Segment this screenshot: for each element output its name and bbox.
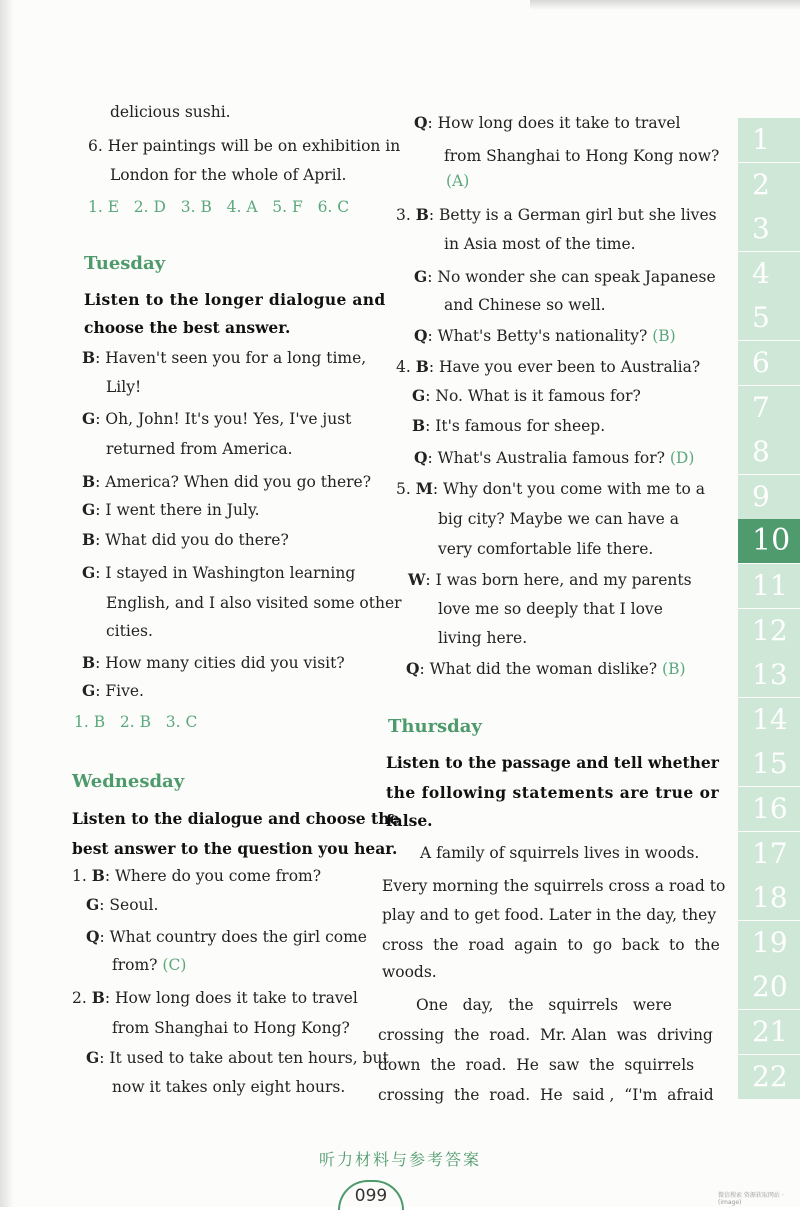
- passage-line: play and to get food. Later in the day, they: [382, 906, 717, 924]
- line-text: Lily!: [106, 378, 142, 396]
- dialogue-line: [112, 950, 186, 980]
- scan-note: 微信搜索 资源获取网站 · (image): [718, 1192, 784, 1206]
- passage-line: A family of squirrels lives in woods.: [420, 844, 700, 862]
- chapter-tab-16[interactable]: 16: [738, 787, 800, 831]
- speaker-label: B: [91, 988, 105, 1007]
- line-text: returned from America.: [106, 440, 293, 458]
- speaker-label: B: [82, 472, 96, 491]
- page-shadow-top: [530, 0, 800, 10]
- dialogue-line: [82, 676, 144, 706]
- line-text: : What did the woman dislike?: [419, 660, 663, 678]
- speaker-label: B: [412, 416, 426, 435]
- passage-line: One day, the squirrels were: [416, 996, 672, 1014]
- chapter-tab-11[interactable]: 11: [738, 564, 800, 608]
- dialogue-line: [72, 983, 358, 1013]
- dialogue-line: [72, 861, 321, 891]
- line-text: : How long does it take to travel: [104, 989, 358, 1007]
- speaker-label: G: [412, 386, 426, 405]
- page-number: 099: [338, 1180, 404, 1210]
- chapter-tab-2[interactable]: 2: [738, 163, 800, 207]
- chapter-tab-1[interactable]: 1: [738, 118, 800, 162]
- speaker-label: G: [82, 681, 96, 700]
- footer-title: 听力材料与参考答案: [318, 1150, 481, 1169]
- chapter-tab-15[interactable]: 15: [738, 742, 800, 786]
- chapter-tab-3[interactable]: 3: [738, 207, 800, 251]
- section-heading-wednesday: Wednesday: [72, 771, 185, 792]
- chapter-tab-9[interactable]: 9: [738, 475, 800, 519]
- chapter-tab-7[interactable]: 7: [738, 386, 800, 430]
- dialogue-line: [106, 434, 293, 464]
- chapter-tab-14[interactable]: 14: [738, 698, 800, 742]
- chapter-tab-13[interactable]: 13: [738, 653, 800, 697]
- instruction: choose the best answer.: [84, 318, 291, 337]
- dialogue-line: [106, 616, 153, 646]
- dialogue-line: [112, 1013, 350, 1043]
- dialogue-line: [444, 141, 719, 171]
- speaker-label: B: [415, 357, 429, 376]
- speaker-label: B: [91, 866, 105, 885]
- dialogue-line: [438, 623, 527, 653]
- chapter-tab-10[interactable]: 10: [738, 519, 800, 563]
- line-text: : What did you do there?: [95, 531, 289, 549]
- line-text: : No wonder she can speak Japanese: [427, 268, 716, 286]
- line-text: : What country does the girl come: [99, 928, 367, 946]
- line-text: : I was born here, and my parents: [425, 571, 692, 589]
- dialogue-line: [444, 290, 606, 320]
- dialogue-line: [444, 229, 636, 259]
- speaker-label: Q: [414, 326, 428, 345]
- text-line: London for the whole of April.: [110, 166, 347, 184]
- dialogue-line: [112, 1072, 345, 1102]
- line-text: and Chinese so well.: [444, 296, 606, 314]
- text-line: delicious sushi.: [110, 103, 231, 121]
- speaker-label: B: [82, 530, 96, 549]
- chapter-tab-17[interactable]: 17: [738, 832, 800, 876]
- section-heading-tuesday: Tuesday: [84, 253, 166, 274]
- dialogue-line: [82, 558, 355, 588]
- dialogue-line: [396, 474, 705, 504]
- line-text: from Shanghai to Hong Kong now?: [444, 147, 720, 165]
- chapter-tab-22[interactable]: 22: [738, 1055, 800, 1099]
- dialogue-line: [106, 372, 141, 402]
- line-text: : Seoul.: [99, 896, 159, 914]
- section-heading-thursday: Thursday: [388, 716, 482, 737]
- line-text: : Haven't seen you for a long time,: [95, 349, 367, 367]
- dialogue-line: [438, 534, 653, 564]
- chapter-tab-6[interactable]: 6: [738, 341, 800, 385]
- speaker-label: G: [82, 563, 96, 582]
- line-text: : America? When did you go there?: [95, 473, 372, 491]
- dialogue-line: [414, 108, 680, 138]
- line-text: : What's Australia famous for?: [427, 449, 670, 467]
- speaker-label: B: [82, 653, 96, 672]
- line-text: : Why don't you come with me to a: [432, 480, 705, 498]
- speaker-label: G: [86, 895, 100, 914]
- chapter-tab-21[interactable]: 21: [738, 1010, 800, 1054]
- line-text: : How many cities did you visit?: [95, 654, 345, 672]
- dialogue-line: [82, 343, 366, 373]
- answer: (B): [652, 327, 676, 345]
- instruction: the following statements are true or: [386, 783, 720, 802]
- instruction: Listen to the longer dialogue and: [84, 290, 386, 309]
- answer: (B): [662, 660, 686, 678]
- line-text: : I went there in July.: [95, 501, 260, 519]
- dialogue-line: [414, 443, 694, 473]
- line-text: : Oh, John! It's you! Yes, I've just: [95, 410, 352, 428]
- dialogue-line: [82, 525, 289, 555]
- speaker-label: Q: [414, 113, 428, 132]
- dialogue-line: [414, 321, 676, 351]
- chapter-tab-5[interactable]: 5: [738, 296, 800, 340]
- instruction: best answer to the question you hear.: [72, 839, 398, 858]
- line-text: from Shanghai to Hong Kong?: [112, 1019, 350, 1037]
- speaker-label: Q: [406, 659, 420, 678]
- line-text: cities.: [106, 622, 153, 640]
- speaker-label: G: [82, 500, 96, 519]
- passage-line: woods.: [382, 963, 437, 981]
- passage-line: down the road. He saw the squirrels: [378, 1056, 695, 1074]
- dialogue-line: [438, 504, 679, 534]
- dialogue-line: [406, 654, 686, 684]
- answer: (A): [446, 172, 470, 190]
- answer-key: 1. E 2. D 3. B 4. A 5. F 6. C: [88, 198, 350, 216]
- line-text: : I stayed in Washington learning: [95, 564, 356, 582]
- speaker-label: G: [414, 267, 428, 286]
- dialogue-line: [82, 495, 260, 525]
- dialogue-line: [438, 594, 663, 624]
- chapter-tab-12[interactable]: 12: [738, 609, 800, 653]
- passage-line: crossing the road. He said , “I'm afraid: [378, 1086, 714, 1104]
- dialogue-line: [82, 404, 351, 434]
- speaker-label: M: [415, 479, 433, 498]
- passage-line: cross the road again to go back to the: [382, 936, 720, 954]
- item-number: 1.: [72, 867, 92, 885]
- item-number: 3.: [396, 206, 416, 224]
- line-text: : How long does it take to travel: [427, 114, 681, 132]
- speaker-label: B: [82, 348, 96, 367]
- dialogue-line: [412, 381, 641, 411]
- dialogue-line: [412, 411, 605, 441]
- line-text: living here.: [438, 629, 528, 647]
- instruction: Listen to the dialogue and choose the: [72, 809, 400, 828]
- chapter-tab-19[interactable]: 19: [738, 921, 800, 965]
- line-text: big city? Maybe we can have a: [438, 510, 679, 528]
- passage-line: Every morning the squirrels cross a road to: [382, 877, 726, 895]
- speaker-label: Q: [86, 927, 100, 946]
- dialogue-line: [396, 352, 700, 382]
- line-text: in Asia most of the time.: [444, 235, 636, 253]
- dialogue-line: [414, 262, 716, 292]
- line-text: : What's Betty's nationality?: [427, 327, 653, 345]
- dialogue-line: [86, 890, 158, 920]
- line-text: : Five.: [95, 682, 144, 700]
- line-text: : It's famous for sheep.: [425, 417, 606, 435]
- chapter-tab-4[interactable]: 4: [738, 252, 800, 296]
- line-text: English, and I also visited some other: [106, 594, 402, 612]
- speaker-label: G: [82, 409, 96, 428]
- chapter-tab-8[interactable]: 8: [738, 430, 800, 474]
- line-text: from?: [112, 956, 163, 974]
- page-shadow-left: [0, 0, 14, 1207]
- dialogue-line: [408, 565, 692, 595]
- line-text: very comfortable life there.: [438, 540, 654, 558]
- instruction: false.: [386, 811, 433, 830]
- speaker-label: B: [415, 205, 429, 224]
- answer-key: 1. B 2. B 3. C: [74, 713, 198, 731]
- dialogue-line: [106, 588, 402, 618]
- chapter-tab-20[interactable]: 20: [738, 965, 800, 1009]
- line-text: : Where do you come from?: [104, 867, 322, 885]
- instruction: Listen to the passage and tell whether: [386, 753, 719, 772]
- speaker-label: W: [408, 570, 426, 589]
- line-text: : No. What is it famous for?: [425, 387, 641, 405]
- item-number: 2.: [72, 989, 92, 1007]
- answer: (D): [669, 449, 695, 467]
- dialogue-line: [82, 467, 371, 497]
- dialogue-line: [446, 166, 469, 196]
- item-number: 5.: [396, 480, 416, 498]
- speaker-label: Q: [414, 448, 428, 467]
- chapter-tab-18[interactable]: 18: [738, 876, 800, 920]
- line-text: : Have you ever been to Australia?: [428, 358, 701, 376]
- dialogue-line: [396, 200, 717, 230]
- line-text: : It used to take about ten hours, but: [99, 1049, 389, 1067]
- speaker-label: G: [86, 1048, 100, 1067]
- dialogue-line: [86, 922, 367, 952]
- answer: (C): [162, 956, 187, 974]
- item-number: 4.: [396, 358, 416, 376]
- passage-line: crossing the road. Mr. Alan was driving: [378, 1026, 713, 1044]
- dialogue-line: [82, 648, 345, 678]
- dialogue-line: [86, 1043, 389, 1073]
- line-text: : Betty is a German girl but she lives: [428, 206, 717, 224]
- text-line: 6. Her paintings will be on exhibition in: [88, 137, 401, 155]
- line-text: love me so deeply that I love: [438, 600, 663, 618]
- line-text: now it takes only eight hours.: [112, 1078, 346, 1096]
